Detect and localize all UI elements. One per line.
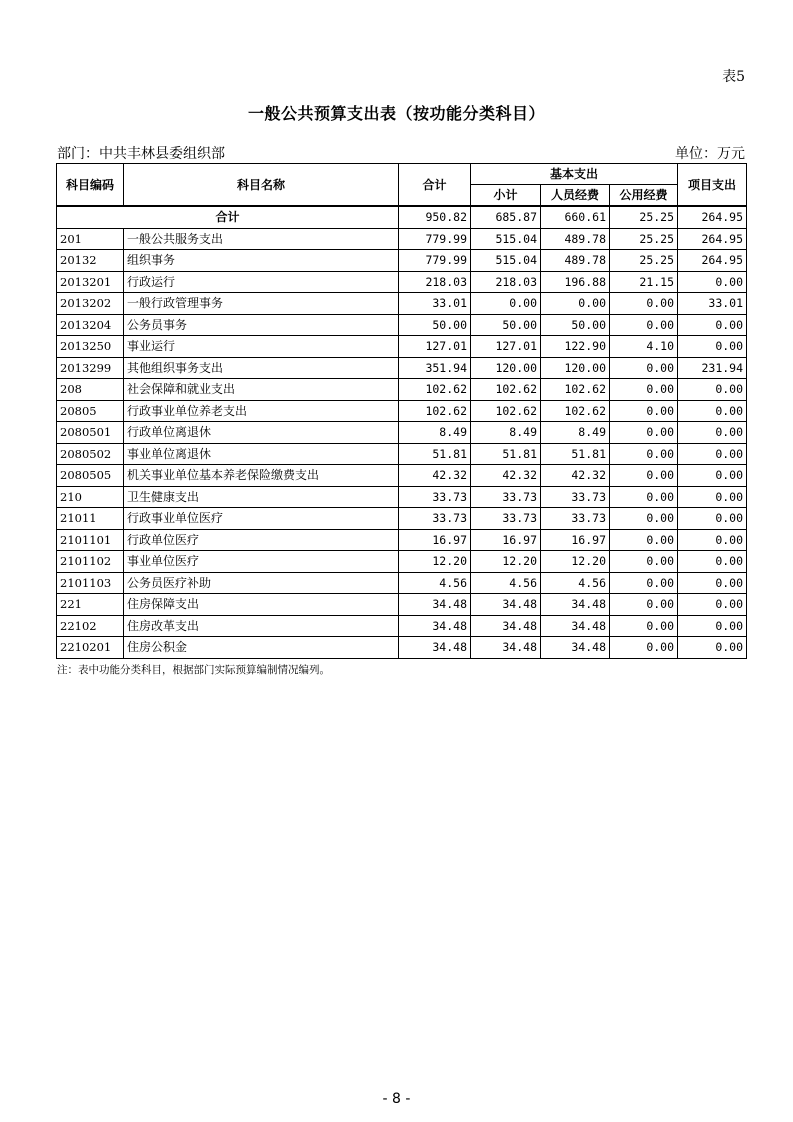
row-public: 0.00 xyxy=(610,293,678,315)
row-total: 16.97 xyxy=(399,529,471,551)
row-total: 779.99 xyxy=(399,250,471,272)
row-code: 2013202 xyxy=(57,293,124,315)
row-code: 201 xyxy=(57,228,124,250)
row-total: 779.99 xyxy=(399,228,471,250)
row-total: 33.73 xyxy=(399,508,471,530)
table-row xyxy=(57,379,747,401)
table-row xyxy=(57,594,747,616)
row-total: 102.62 xyxy=(399,400,471,422)
row-code: 2013204 xyxy=(57,314,124,336)
row-total: 34.48 xyxy=(399,637,471,659)
row-code: 22102 xyxy=(57,615,124,637)
row-subtotal: 102.62 xyxy=(471,400,541,422)
row-name: 行政事业单位养老支出 xyxy=(124,400,399,422)
row-project: 0.00 xyxy=(678,508,747,530)
row-public: 0.00 xyxy=(610,508,678,530)
row-personnel: 0.00 xyxy=(541,293,610,315)
row-name: 社会保障和就业支出 xyxy=(124,379,399,401)
row-project: 0.00 xyxy=(678,551,747,573)
row-public: 21.15 xyxy=(610,271,678,293)
row-project: 0.00 xyxy=(678,271,747,293)
row-public: 0.00 xyxy=(610,615,678,637)
row-project: 264.95 xyxy=(678,228,747,250)
row-personnel: 102.62 xyxy=(541,400,610,422)
total-row-subtotal: 685.87 xyxy=(471,206,541,228)
row-subtotal: 218.03 xyxy=(471,271,541,293)
table-row xyxy=(57,293,747,315)
row-public: 4.10 xyxy=(610,336,678,358)
row-subtotal: 515.04 xyxy=(471,228,541,250)
row-subtotal: 120.00 xyxy=(471,357,541,379)
row-name: 事业单位医疗 xyxy=(124,551,399,573)
table-row xyxy=(57,357,747,379)
table-label: 表5 xyxy=(722,69,745,85)
table-row xyxy=(57,615,747,637)
row-public: 0.00 xyxy=(610,314,678,336)
row-code: 2101103 xyxy=(57,572,124,594)
row-project: 0.00 xyxy=(678,486,747,508)
table-body xyxy=(57,206,747,658)
row-public: 0.00 xyxy=(610,486,678,508)
header-name: 科目名称 xyxy=(124,164,399,207)
row-personnel: 34.48 xyxy=(541,594,610,616)
row-total: 34.48 xyxy=(399,615,471,637)
row-personnel: 50.00 xyxy=(541,314,610,336)
row-public: 0.00 xyxy=(610,400,678,422)
row-personnel: 33.73 xyxy=(541,486,610,508)
row-personnel: 196.88 xyxy=(541,271,610,293)
row-name: 住房公积金 xyxy=(124,637,399,659)
row-total: 42.32 xyxy=(399,465,471,487)
table-row xyxy=(57,314,747,336)
row-name: 行政运行 xyxy=(124,271,399,293)
table-row xyxy=(57,336,747,358)
table-row xyxy=(57,443,747,465)
row-total: 218.03 xyxy=(399,271,471,293)
row-code: 21011 xyxy=(57,508,124,530)
row-total: 4.56 xyxy=(399,572,471,594)
row-public: 0.00 xyxy=(610,529,678,551)
table-header xyxy=(57,164,747,207)
total-row xyxy=(57,206,747,228)
row-name: 行政事业单位医疗 xyxy=(124,508,399,530)
table-row xyxy=(57,250,747,272)
table-row xyxy=(57,465,747,487)
row-name: 住房改革支出 xyxy=(124,615,399,637)
row-project: 0.00 xyxy=(678,594,747,616)
row-total: 50.00 xyxy=(399,314,471,336)
budget-table xyxy=(56,163,747,659)
row-code: 20805 xyxy=(57,400,124,422)
row-name: 住房保障支出 xyxy=(124,594,399,616)
row-public: 0.00 xyxy=(610,572,678,594)
row-name: 公务员事务 xyxy=(124,314,399,336)
row-total: 33.01 xyxy=(399,293,471,315)
row-subtotal: 50.00 xyxy=(471,314,541,336)
unit-label: 单位：万元 xyxy=(675,146,745,162)
row-public: 0.00 xyxy=(610,443,678,465)
row-code: 2080505 xyxy=(57,465,124,487)
row-project: 0.00 xyxy=(678,637,747,659)
row-public: 0.00 xyxy=(610,379,678,401)
row-total: 51.81 xyxy=(399,443,471,465)
row-project: 0.00 xyxy=(678,379,747,401)
table-row xyxy=(57,572,747,594)
row-public: 0.00 xyxy=(610,422,678,444)
row-project: 0.00 xyxy=(678,615,747,637)
row-project: 33.01 xyxy=(678,293,747,315)
row-code: 210 xyxy=(57,486,124,508)
table-row xyxy=(57,271,747,293)
row-code: 2101101 xyxy=(57,529,124,551)
row-subtotal: 515.04 xyxy=(471,250,541,272)
row-project: 0.00 xyxy=(678,336,747,358)
row-total: 127.01 xyxy=(399,336,471,358)
row-name: 卫生健康支出 xyxy=(124,486,399,508)
header-personnel: 人员经费 xyxy=(541,185,610,207)
row-subtotal: 33.73 xyxy=(471,486,541,508)
row-project: 0.00 xyxy=(678,422,747,444)
row-subtotal: 127.01 xyxy=(471,336,541,358)
row-personnel: 33.73 xyxy=(541,508,610,530)
row-subtotal: 8.49 xyxy=(471,422,541,444)
row-subtotal: 34.48 xyxy=(471,594,541,616)
row-project: 0.00 xyxy=(678,400,747,422)
row-subtotal: 16.97 xyxy=(471,529,541,551)
row-personnel: 489.78 xyxy=(541,250,610,272)
row-project: 0.00 xyxy=(678,443,747,465)
row-total: 34.48 xyxy=(399,594,471,616)
row-personnel: 102.62 xyxy=(541,379,610,401)
row-personnel: 120.00 xyxy=(541,357,610,379)
row-subtotal: 12.20 xyxy=(471,551,541,573)
total-row-personnel: 660.61 xyxy=(541,206,610,228)
row-code: 2013250 xyxy=(57,336,124,358)
row-total: 8.49 xyxy=(399,422,471,444)
row-personnel: 34.48 xyxy=(541,615,610,637)
row-name: 组织事务 xyxy=(124,250,399,272)
row-code: 221 xyxy=(57,594,124,616)
row-total: 351.94 xyxy=(399,357,471,379)
footnote: 注：表中功能分类科目，根据部门实际预算编制情况编列。 xyxy=(57,664,330,676)
page-title: 一般公共预算支出表（按功能分类科目） xyxy=(247,104,545,123)
row-code: 208 xyxy=(57,379,124,401)
header-subtotal: 小计 xyxy=(471,185,541,207)
row-personnel: 4.56 xyxy=(541,572,610,594)
row-public: 0.00 xyxy=(610,637,678,659)
department-label: 部门：中共丰林县委组织部 xyxy=(57,146,225,162)
row-personnel: 16.97 xyxy=(541,529,610,551)
row-total: 12.20 xyxy=(399,551,471,573)
row-total: 102.62 xyxy=(399,379,471,401)
header-code: 科目编码 xyxy=(57,164,124,207)
row-personnel: 12.20 xyxy=(541,551,610,573)
row-subtotal: 34.48 xyxy=(471,615,541,637)
total-row-label: 合计 xyxy=(57,206,399,228)
row-subtotal: 51.81 xyxy=(471,443,541,465)
row-personnel: 42.32 xyxy=(541,465,610,487)
header-basic: 基本支出 xyxy=(471,164,678,185)
row-code: 2013201 xyxy=(57,271,124,293)
row-name: 行政单位离退休 xyxy=(124,422,399,444)
row-subtotal: 42.32 xyxy=(471,465,541,487)
row-subtotal: 33.73 xyxy=(471,508,541,530)
row-name: 机关事业单位基本养老保险缴费支出 xyxy=(124,465,399,487)
row-public: 25.25 xyxy=(610,250,678,272)
table-row xyxy=(57,637,747,659)
row-subtotal: 102.62 xyxy=(471,379,541,401)
row-public: 0.00 xyxy=(610,594,678,616)
total-row-public: 25.25 xyxy=(610,206,678,228)
row-total: 33.73 xyxy=(399,486,471,508)
row-subtotal: 4.56 xyxy=(471,572,541,594)
page-number: - 8 - xyxy=(382,1091,411,1107)
header-total: 合计 xyxy=(399,164,471,207)
row-code: 20132 xyxy=(57,250,124,272)
table-row xyxy=(57,508,747,530)
row-name: 行政单位医疗 xyxy=(124,529,399,551)
row-personnel: 34.48 xyxy=(541,637,610,659)
row-project: 0.00 xyxy=(678,314,747,336)
row-personnel: 51.81 xyxy=(541,443,610,465)
row-public: 0.00 xyxy=(610,465,678,487)
row-public: 25.25 xyxy=(610,228,678,250)
total-row-total: 950.82 xyxy=(399,206,471,228)
table-row xyxy=(57,228,747,250)
row-project: 0.00 xyxy=(678,529,747,551)
row-project: 0.00 xyxy=(678,572,747,594)
table-row xyxy=(57,529,747,551)
row-name: 事业运行 xyxy=(124,336,399,358)
row-code: 2080501 xyxy=(57,422,124,444)
row-subtotal: 0.00 xyxy=(471,293,541,315)
row-project: 264.95 xyxy=(678,250,747,272)
table-row xyxy=(57,486,747,508)
table-row xyxy=(57,551,747,573)
row-project: 231.94 xyxy=(678,357,747,379)
table-row xyxy=(57,400,747,422)
row-code: 2101102 xyxy=(57,551,124,573)
row-public: 0.00 xyxy=(610,551,678,573)
total-row-project: 264.95 xyxy=(678,206,747,228)
row-name: 一般行政管理事务 xyxy=(124,293,399,315)
row-name: 事业单位离退休 xyxy=(124,443,399,465)
row-subtotal: 34.48 xyxy=(471,637,541,659)
row-personnel: 8.49 xyxy=(541,422,610,444)
row-code: 2080502 xyxy=(57,443,124,465)
row-personnel: 489.78 xyxy=(541,228,610,250)
table-row xyxy=(57,422,747,444)
row-public: 0.00 xyxy=(610,357,678,379)
row-project: 0.00 xyxy=(678,465,747,487)
row-name: 公务员医疗补助 xyxy=(124,572,399,594)
header-project: 项目支出 xyxy=(678,164,747,207)
row-personnel: 122.90 xyxy=(541,336,610,358)
row-code: 2013299 xyxy=(57,357,124,379)
row-name: 其他组织事务支出 xyxy=(124,357,399,379)
row-name: 一般公共服务支出 xyxy=(124,228,399,250)
row-code: 2210201 xyxy=(57,637,124,659)
header-public: 公用经费 xyxy=(610,185,678,207)
